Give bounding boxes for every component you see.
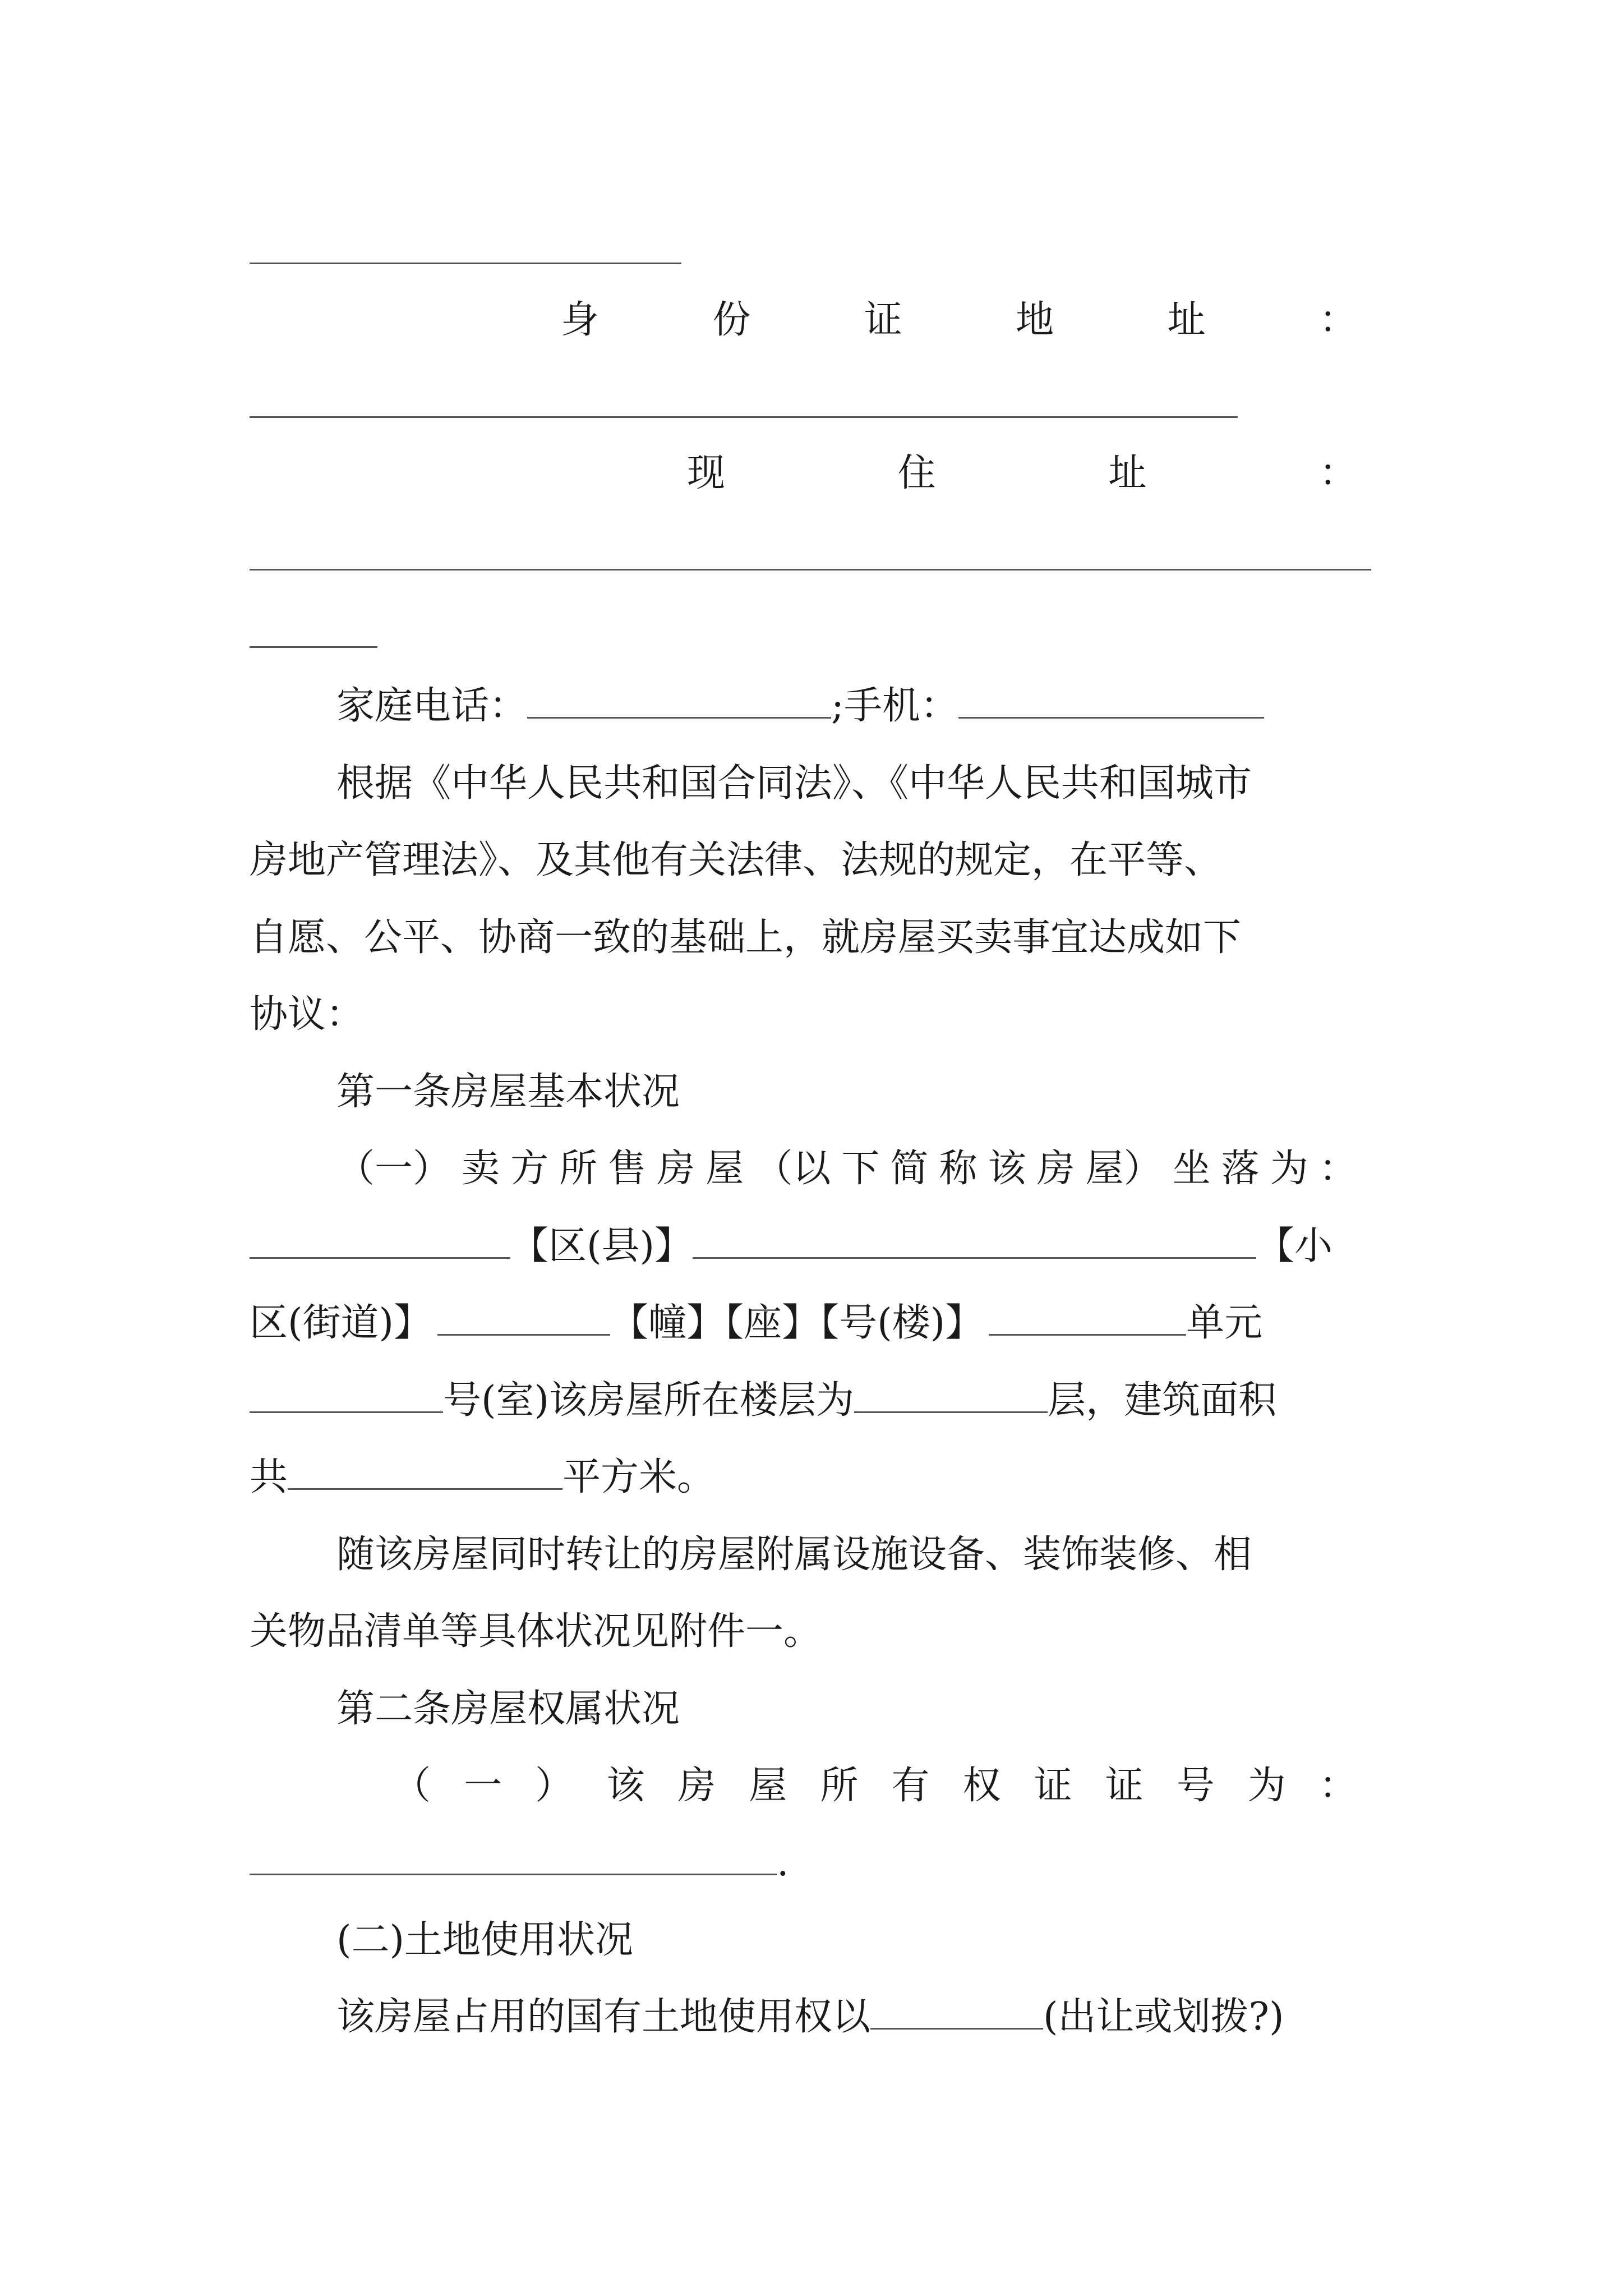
period: . (777, 1841, 789, 1885)
unit-blank[interactable] (250, 1377, 443, 1413)
text: ： (1318, 1147, 1357, 1191)
text: （一） (336, 1147, 451, 1191)
mobile-label: ;手机： (831, 684, 958, 728)
text: 所 (820, 1764, 859, 1808)
home-phone-label: 家庭电话： (336, 684, 528, 728)
district-label: 【区(县)】 (510, 1224, 693, 1268)
text: 证 (1034, 1764, 1072, 1808)
city-blank[interactable] (250, 1222, 510, 1259)
sqm-label: 平方米。 (562, 1455, 716, 1499)
text: 为 (1270, 1147, 1308, 1191)
text: ： (1318, 1764, 1357, 1808)
preamble-line-4: 协议： (250, 992, 365, 1037)
char: 份 (712, 298, 751, 342)
text: 该 (606, 1764, 645, 1808)
preamble-line-3: 自愿、公平、协商一致的基础上，就房屋买卖事宜达成如下 (250, 915, 1242, 960)
current-address-blank (250, 569, 1371, 570)
article2-item1 (393, 1753, 1357, 1819)
area-label: 区(街道)】 (250, 1301, 432, 1345)
text: 售 (608, 1147, 647, 1191)
text: ） (535, 1764, 574, 1808)
text: 该 (988, 1147, 1026, 1191)
current-address-label (687, 440, 1357, 507)
mobile-blank[interactable] (958, 682, 1264, 719)
text: （以 (754, 1147, 831, 1191)
text: 屋 (706, 1147, 744, 1191)
article1-title: 第一条房屋基本状况 (336, 1070, 680, 1114)
article2-item2: (二)土地使用状况 (336, 1918, 634, 1962)
small-prefix: 【小 (1256, 1224, 1333, 1268)
preamble-line-2: 房地产管理法》、及其他有关法律、法规的规定，在平等、 (250, 838, 1223, 882)
attachment-line-1: 随该房屋同时转让的房屋附属设施设备、装饰装修、相 (336, 1533, 1252, 1577)
char: 址 (1167, 298, 1206, 342)
text: 落 (1221, 1147, 1260, 1191)
char: 现 (687, 451, 726, 495)
unit-label: 单元 (1186, 1301, 1263, 1345)
text: 简 (890, 1147, 929, 1191)
article1-item1 (336, 1136, 1357, 1202)
location-line-2 (250, 1290, 1374, 1356)
text: 号 (1176, 1764, 1215, 1808)
text: 方 (510, 1147, 549, 1191)
text: 为 (1247, 1764, 1286, 1808)
char: 址 (1108, 451, 1147, 495)
land-type-blank[interactable] (870, 1993, 1043, 2030)
text: 权 (962, 1764, 1001, 1808)
article2-title: 第二条房屋权属状况 (336, 1687, 680, 1731)
total-prefix: 共 (250, 1455, 288, 1499)
location-line-1 (250, 1213, 1374, 1280)
text: 卖 (462, 1147, 500, 1191)
room-label: 号(室)该房屋所在楼层为 (443, 1378, 855, 1423)
blank-line (250, 263, 681, 264)
char: ： (1318, 298, 1357, 342)
location-line-4 (250, 1444, 1374, 1511)
certificate-line (250, 1830, 1374, 1896)
text: 坐 (1172, 1147, 1211, 1191)
char: ： (1318, 451, 1357, 495)
text: 房 (1036, 1147, 1075, 1191)
char: 证 (864, 298, 902, 342)
preamble-line-1: 根据《中华人民共和国合同法》、《中华人民共和国城市 (336, 761, 1252, 806)
land-suffix: (出让或划拨?) (1043, 1995, 1284, 2039)
land-use-line (336, 1984, 1413, 2050)
attachment-line-2: 关物品清单等具体状况见附件一。 (250, 1609, 822, 1654)
text: 证 (1105, 1764, 1144, 1808)
building-label: 【幢】【座】【号(楼)】 (610, 1301, 984, 1345)
certificate-blank[interactable] (250, 1839, 777, 1875)
land-prefix: 该房屋占用的国有土地使用权以 (336, 1995, 871, 2039)
char: 住 (897, 451, 936, 495)
text: 称 (939, 1147, 978, 1191)
district-blank[interactable] (693, 1222, 1256, 1259)
phone-line (336, 673, 1374, 739)
location-line-3 (250, 1368, 1374, 1434)
id-address-blank (250, 416, 1238, 418)
building-blank[interactable] (989, 1299, 1186, 1336)
text: 房 (657, 1147, 695, 1191)
area-blank[interactable] (437, 1299, 610, 1336)
text: （ (393, 1764, 431, 1808)
id-address-label (561, 287, 1357, 353)
text: 一 (464, 1764, 502, 1808)
text: 下 (841, 1147, 880, 1191)
floor-blank[interactable] (854, 1377, 1048, 1413)
text: 所 (559, 1147, 598, 1191)
floor-suffix: 层，建筑面积 (1048, 1378, 1277, 1423)
text: 屋 (749, 1764, 787, 1808)
text: 屋） (1085, 1147, 1162, 1191)
current-address-blank-2 (250, 646, 377, 648)
text: 房 (677, 1764, 716, 1808)
text: 有 (891, 1764, 930, 1808)
char: 身 (561, 298, 600, 342)
home-phone-blank[interactable] (527, 682, 831, 719)
area-sqm-blank[interactable] (288, 1453, 562, 1490)
char: 地 (1016, 298, 1054, 342)
